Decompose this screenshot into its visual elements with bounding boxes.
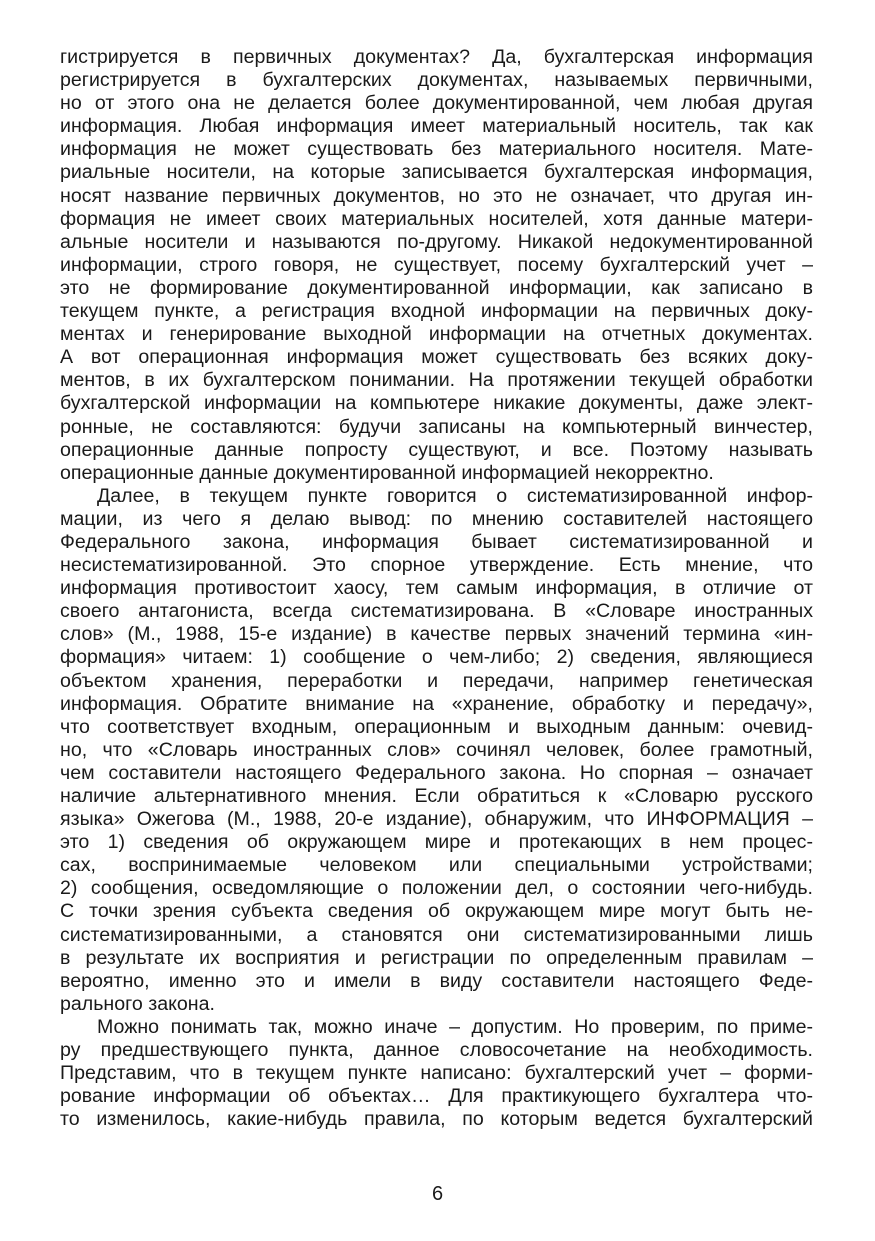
text-line: ру предшествующего пункта, данное словосочетание на необходимость. bbox=[60, 1039, 813, 1062]
text-line: мации, из чего я делаю вывод: по мнению составителей настоящего bbox=[60, 507, 813, 530]
text-line: несистематизированной. Это спорное утверждение. Есть мнение, что bbox=[60, 554, 813, 577]
text-line: систематизированными, а становятся они систематизированными лишь bbox=[60, 923, 813, 946]
text-line: текущем пункте, а регистрация входной информации на первичных доку- bbox=[60, 300, 813, 323]
text-line: А вот операционная информация может существовать без всяких доку- bbox=[60, 346, 813, 369]
text-line: операционные данные попросту существуют, и все. Поэтому называть bbox=[60, 438, 813, 461]
text-line: С точки зрения субъекта сведения об окружающем мире могут быть не- bbox=[60, 900, 813, 923]
text-line: ментов, в их бухгалтерском понимании. На протяжении текущей обработки bbox=[60, 369, 813, 392]
text-line: бухгалтерской информации на компьютере никакие документы, даже элект- bbox=[60, 392, 813, 415]
text-line: объектом хранения, переработки и передачи, например генетическая bbox=[60, 669, 813, 692]
text-line: своего антагониста, всегда систематизирована. В «Словаре иностранных bbox=[60, 600, 813, 623]
text-line: формация не имеет своих материальных носителей, хотя данные матери- bbox=[60, 207, 813, 230]
text-line: рование информации об объектах… Для практикующего бухгалтера что- bbox=[60, 1085, 813, 1108]
text-line: Далее, в текущем пункте говорится о систематизированной инфор- bbox=[97, 484, 813, 507]
text-line: наличие альтернативного мнения. Если обратиться к «Словарю русского bbox=[60, 785, 813, 807]
text-line: чем составители настоящего Федерального закона. Но спорная – означает bbox=[60, 761, 813, 784]
text-line: информации, строго говоря, не существует, посему бухгалтерский учет – bbox=[60, 253, 813, 276]
page-number: 6 bbox=[431, 1183, 444, 1205]
text-line: это 1) сведения об окружающем мире и протекающих в нем процес- bbox=[60, 831, 813, 854]
text-line: Можно понимать так, можно иначе – допустим. Но проверим, по приме- bbox=[97, 1015, 813, 1038]
paragraph-3 bbox=[60, 1016, 813, 1131]
text-line: в результате их восприятия и регистрации по определенным правилам – bbox=[60, 946, 813, 969]
text-line: сах, воспринимаемые человеком или специальными устройствами; bbox=[60, 854, 813, 877]
text-line: регистрируется в бухгалтерских документах, называемых первичными, bbox=[60, 69, 813, 92]
text-line: ментах и генерирование выходной информации на отчетных документах. bbox=[60, 323, 813, 346]
text-line: что соответствует входным, операционным и выходным данным: очевид- bbox=[60, 715, 813, 738]
text-line: альные носители и называются по-другому. Никакой недокументированной bbox=[60, 230, 813, 253]
text-line: информация. Обратите внимание на «хранение, обработку и передачу», bbox=[60, 692, 813, 715]
paragraph-2 bbox=[60, 485, 813, 1016]
text-line: Представим, что в текущем пункте написано: бухгалтерский учет – форми- bbox=[60, 1062, 813, 1085]
text-line: это не формирование документированной информации, как записано в bbox=[60, 276, 813, 299]
page-body bbox=[60, 46, 813, 1131]
text-line: то изменилось, какие-нибудь правила, по которым ведется бухгалтерский bbox=[60, 1108, 813, 1131]
paragraph-1 bbox=[60, 46, 813, 485]
text-line: носят название первичных документов, но это не означает, что другая ин- bbox=[60, 184, 813, 207]
text-line: рального закона. bbox=[60, 992, 215, 1015]
text-line: информация не может существовать без материального носителя. Мате- bbox=[60, 138, 813, 161]
text-line: риальные носители, на которые записывается бухгалтерская информация, bbox=[60, 161, 813, 184]
text-line: ронные, не составляются: будучи записаны на компьютерный винчестер, bbox=[60, 415, 813, 438]
text-line: но от этого она не делается более документированной, чем любая другая bbox=[60, 92, 813, 115]
text-line: но, что «Словарь иностранных слов» сочинял человек, более грамотный, bbox=[60, 738, 813, 761]
text-line: формация» читаем: 1) сообщение о чем-либо; 2) сведения, являющиеся bbox=[60, 646, 813, 669]
text-line: операционные данные документированной информацией некорректно. bbox=[60, 461, 714, 484]
text-line: гистрируется в первичных документах? Да, бухгалтерская информация bbox=[60, 46, 813, 68]
text-line: языка» Ожегова (М., 1988, 20-е издание), обнаружим, что ИНФОРМАЦИЯ – bbox=[60, 808, 813, 831]
text-line: вероятно, именно это и имели в виду составители настоящего Феде- bbox=[60, 969, 813, 992]
text-line: 2) сообщения, осведомляющие о положении дел, о состоянии чего-нибудь. bbox=[60, 877, 813, 900]
text-line: Федерального закона, информация бывает систематизированной и bbox=[60, 530, 813, 553]
text-line: слов» (М., 1988, 15-е издание) в качестве первых значений термина «ин- bbox=[60, 623, 813, 646]
text-line: информация противостоит хаосу, тем самым информация, в отличие от bbox=[60, 577, 813, 600]
text-line: информация. Любая информация имеет материальный носитель, так как bbox=[60, 115, 813, 138]
